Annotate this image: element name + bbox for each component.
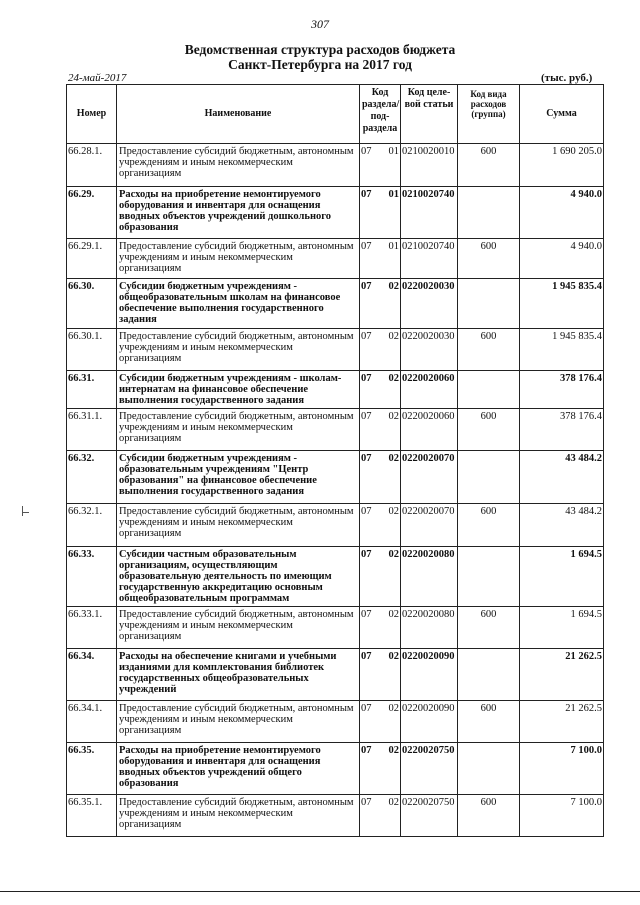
row-target-code: 0220020080 [401, 607, 458, 649]
row-expense-type: 600 [458, 701, 520, 743]
row-section-code: 07 [360, 239, 381, 279]
row-section-code: 07 [360, 701, 381, 743]
row-number: 66.32.1. [67, 504, 117, 547]
row-section-code: 07 [360, 187, 381, 239]
table-row [67, 451, 604, 504]
row-subsection-code: 02 [381, 607, 401, 649]
row-section-code: 07 [360, 607, 381, 649]
header-section-code: Код раздела/ под- раздела [360, 85, 401, 144]
row-expense-type: 600 [458, 239, 520, 279]
row-target-code: 0220020080 [401, 547, 458, 607]
header-target-code: Код целе- вой статьи [401, 85, 458, 144]
page-bottom-edge [0, 891, 640, 892]
row-amount: 1 694.5 [520, 547, 604, 607]
row-name: Предоставление субсидий бюджетным, автономным учреждениям и иным некоммерческим организациям [117, 329, 360, 371]
table-header-row [67, 85, 604, 144]
row-number: 66.30. [67, 279, 117, 329]
row-target-code: 0220020090 [401, 649, 458, 701]
table-body [67, 144, 604, 837]
row-name: Предоставление субсидий бюджетным, автономным учреждениям и иным некоммерческим организациям [117, 409, 360, 451]
header-amount: Сумма [520, 85, 604, 144]
row-number: 66.34. [67, 649, 117, 701]
row-expense-type: 600 [458, 409, 520, 451]
table-row [67, 607, 604, 649]
row-number: 66.29. [67, 187, 117, 239]
row-section-code: 07 [360, 504, 381, 547]
row-name: Предоставление субсидий бюджетным, автономным учреждениям и иным некоммерческим организациям [117, 144, 360, 187]
row-subsection-code: 02 [381, 279, 401, 329]
row-number: 66.30.1. [67, 329, 117, 371]
row-amount: 378 176.4 [520, 371, 604, 409]
row-amount: 378 176.4 [520, 409, 604, 451]
table-row [67, 649, 604, 701]
row-target-code: 0220020090 [401, 701, 458, 743]
row-subsection-code: 02 [381, 743, 401, 795]
title-line-2: Санкт-Петербурга на 2017 год [228, 57, 412, 72]
row-expense-type: 600 [458, 795, 520, 837]
row-subsection-code: 02 [381, 795, 401, 837]
row-target-code: 0210020010 [401, 144, 458, 187]
row-subsection-code: 02 [381, 547, 401, 607]
row-amount: 7 100.0 [520, 795, 604, 837]
row-target-code: 0210020740 [401, 187, 458, 239]
row-amount: 4 940.0 [520, 187, 604, 239]
row-target-code: 0220020030 [401, 279, 458, 329]
row-section-code: 07 [360, 371, 381, 409]
table-row [67, 144, 604, 187]
row-number: 66.31. [67, 371, 117, 409]
row-section-code: 07 [360, 279, 381, 329]
row-amount: 1 945 835.4 [520, 279, 604, 329]
row-name: Субсидии бюджетным учреждениям - общеобразовательным школам на финансовое обеспечение выполнения государственного задания [117, 279, 360, 329]
row-name: Предоставление субсидий бюджетным, автономным учреждениям и иным некоммерческим организациям [117, 795, 360, 837]
row-number: 66.28.1. [67, 144, 117, 187]
row-amount: 1 690 205.0 [520, 144, 604, 187]
row-expense-type [458, 547, 520, 607]
page-number: 307 [311, 17, 329, 31]
row-number: 66.31.1. [67, 409, 117, 451]
row-name: Предоставление субсидий бюджетным, автономным учреждениям и иным некоммерческим организациям [117, 239, 360, 279]
row-target-code: 0220020060 [401, 409, 458, 451]
row-name: Предоставление субсидий бюджетным, автономным учреждениям и иным некоммерческим организациям [117, 607, 360, 649]
row-number: 66.35. [67, 743, 117, 795]
row-expense-type [458, 187, 520, 239]
header-expense-type: Код вида расходов (группа) [458, 85, 520, 144]
row-expense-type [458, 649, 520, 701]
table-row [67, 279, 604, 329]
row-number: 66.29.1. [67, 239, 117, 279]
row-target-code: 0220020030 [401, 329, 458, 371]
row-section-code: 07 [360, 329, 381, 371]
row-expense-type: 600 [458, 329, 520, 371]
row-name: Субсидии бюджетным учреждениям - школам-интернатам на финансовое обеспечение выполнения государственного задания [117, 371, 360, 409]
budget-table [66, 84, 604, 837]
row-amount: 43 484.2 [520, 504, 604, 547]
header-number: Номер [67, 85, 117, 144]
row-subsection-code: 02 [381, 371, 401, 409]
row-number: 66.35.1. [67, 795, 117, 837]
row-expense-type [458, 279, 520, 329]
table-row [67, 239, 604, 279]
row-expense-type [458, 743, 520, 795]
row-amount: 4 940.0 [520, 239, 604, 279]
table-row [67, 329, 604, 371]
table-row [67, 187, 604, 239]
row-target-code: 0220020070 [401, 451, 458, 504]
document-date: 24-май-2017 [68, 72, 127, 84]
row-subsection-code: 01 [381, 187, 401, 239]
row-amount: 1 694.5 [520, 607, 604, 649]
row-amount: 43 484.2 [520, 451, 604, 504]
row-number: 66.33.1. [67, 607, 117, 649]
row-amount: 7 100.0 [520, 743, 604, 795]
row-subsection-code: 02 [381, 504, 401, 547]
table-row [67, 701, 604, 743]
row-subsection-code: 02 [381, 409, 401, 451]
row-target-code: 0220020070 [401, 504, 458, 547]
row-section-code: 07 [360, 795, 381, 837]
units-label: (тыс. руб.) [541, 72, 593, 84]
row-subsection-code: 02 [381, 329, 401, 371]
row-target-code: 0220020060 [401, 371, 458, 409]
row-section-code: 07 [360, 451, 381, 504]
row-subsection-code: 02 [381, 649, 401, 701]
row-section-code: 07 [360, 409, 381, 451]
table-row [67, 371, 604, 409]
table-row [67, 504, 604, 547]
table-row [67, 547, 604, 607]
margin-mark [22, 506, 31, 516]
row-subsection-code: 02 [381, 451, 401, 504]
row-number: 66.32. [67, 451, 117, 504]
row-name: Предоставление субсидий бюджетным, автономным учреждениям и иным некоммерческим организациям [117, 504, 360, 547]
row-section-code: 07 [360, 649, 381, 701]
row-subsection-code: 01 [381, 144, 401, 187]
row-target-code: 0210020740 [401, 239, 458, 279]
row-expense-type: 600 [458, 144, 520, 187]
row-subsection-code: 02 [381, 701, 401, 743]
row-expense-type: 600 [458, 607, 520, 649]
row-expense-type [458, 371, 520, 409]
row-section-code: 07 [360, 547, 381, 607]
row-name: Субсидии бюджетным учреждениям - образовательным учреждениям "Центр образования" на финансовое обеспечение выполнения государственного задания [117, 451, 360, 504]
row-name: Субсидии частным образовательным организациям, осуществляющим образовательную деятельность по имеющим государственную аккредитацию основным общеобразовательным программам [117, 547, 360, 607]
table-row [67, 743, 604, 795]
row-name: Расходы на приобретение немонтируемого оборудования и инвентаря для оснащения вводных объектов учреждений общего образования [117, 743, 360, 795]
header-name: Наименование [117, 85, 360, 144]
table-row [67, 795, 604, 837]
row-expense-type [458, 451, 520, 504]
row-name: Расходы на обеспечение книгами и учебными изданиями для комплектования библиотек государственных общеобразовательных учреждений [117, 649, 360, 701]
title-line-1: Ведомственная структура расходов бюджета [184, 42, 456, 57]
row-amount: 1 945 835.4 [520, 329, 604, 371]
row-target-code: 0220020750 [401, 795, 458, 837]
table-row [67, 409, 604, 451]
row-expense-type: 600 [458, 504, 520, 547]
row-name: Расходы на приобретение немонтируемого оборудования и инвентаря для оснащения вводных объектов учреждений дошкольного образования [117, 187, 360, 239]
row-amount: 21 262.5 [520, 701, 604, 743]
document-title [0, 42, 640, 72]
row-target-code: 0220020750 [401, 743, 458, 795]
row-section-code: 07 [360, 743, 381, 795]
row-amount: 21 262.5 [520, 649, 604, 701]
row-number: 66.33. [67, 547, 117, 607]
row-number: 66.34.1. [67, 701, 117, 743]
row-subsection-code: 01 [381, 239, 401, 279]
row-section-code: 07 [360, 144, 381, 187]
row-name: Предоставление субсидий бюджетным, автономным учреждениям и иным некоммерческим организациям [117, 701, 360, 743]
